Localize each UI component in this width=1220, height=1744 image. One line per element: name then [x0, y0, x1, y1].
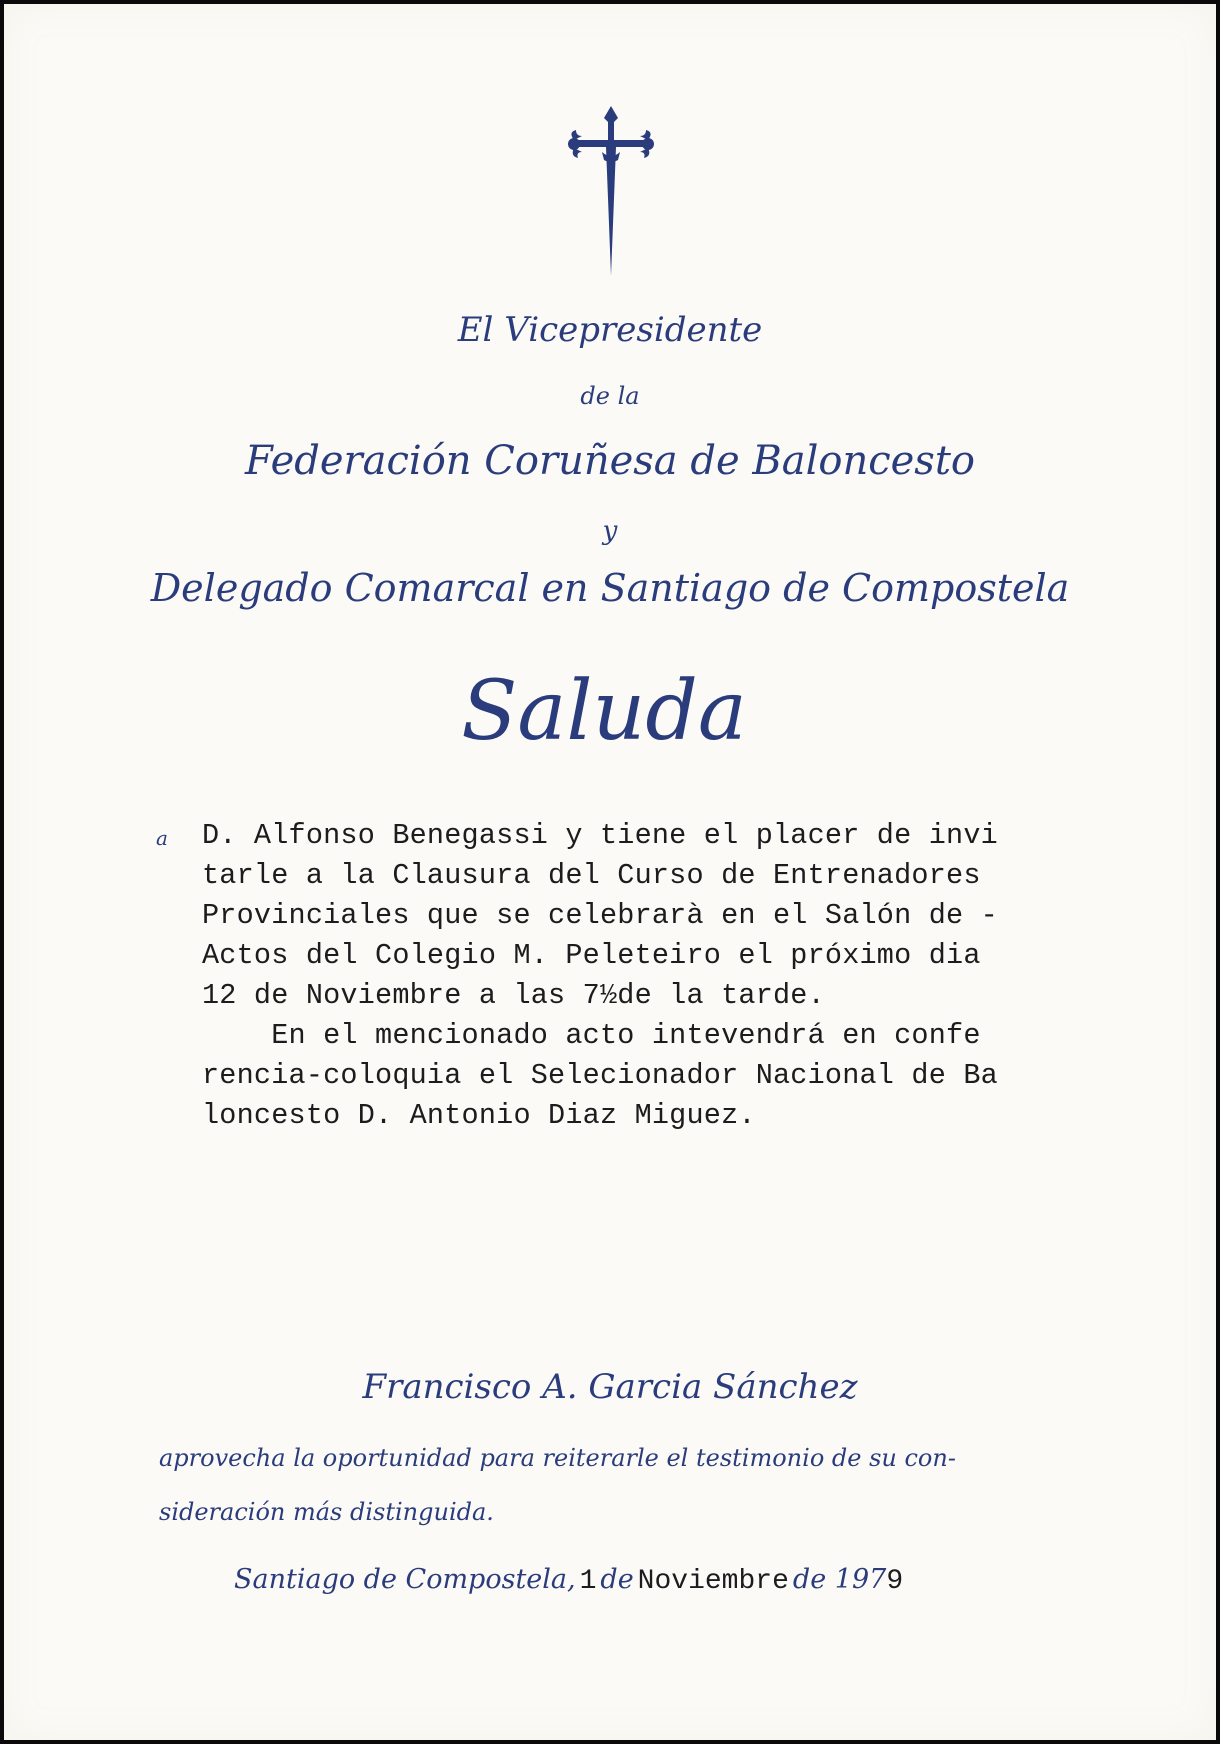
- addressee-prefix: a: [156, 826, 168, 850]
- body-line-3: Provinciales que se celebrarà en el Salón de -: [202, 899, 998, 932]
- header-line-delegado: Delegado Comarcal en Santiago de Compostela: [150, 566, 1070, 610]
- header-line-federacion: Federación Coruñesa de Baloncesto: [245, 438, 975, 484]
- body-line-6: En el mencionado acto intevendrá en confe: [202, 1019, 981, 1052]
- body-line-7: rencia-coloquia el Selecionador Nacional de Ba: [202, 1059, 998, 1092]
- dateline-de-1: de: [600, 1564, 634, 1595]
- dateline-day: 1: [579, 1566, 597, 1597]
- body-line-8: loncesto D. Antonio Diaz Miguez.: [202, 1099, 756, 1132]
- dateline-de-2: de: [792, 1564, 827, 1595]
- dateline-place: Santiago de Compostela,: [234, 1564, 576, 1595]
- dateline-year-printed: 197: [834, 1564, 887, 1595]
- dateline-year-typed: 9: [886, 1566, 904, 1597]
- body-line-1: D. Alfonso Benegassi y tiene el placer de invi: [202, 819, 998, 852]
- greeting-saluda: Saluda: [461, 664, 747, 759]
- cross-of-saint-james-icon: [566, 104, 656, 279]
- header-line-de-la: de la: [580, 382, 640, 410]
- header-line-y: y: [602, 516, 618, 546]
- dateline: [234, 1564, 903, 1597]
- body-line-4: Actos del Colegio M. Peleteiro el próximo dia: [202, 939, 981, 972]
- invitation-card: [4, 4, 1216, 1740]
- header-line-vicepresidente: El Vicepresidente: [457, 310, 763, 350]
- closing-line-2: sideración más distinguida.: [159, 1498, 494, 1526]
- body-line-2: tarle a la Clausura del Curso de Entrenadores: [202, 859, 981, 892]
- dateline-month: Noviembre: [637, 1566, 789, 1597]
- body-line-5: 12 de Noviembre a las 7½de la tarde.: [202, 979, 825, 1012]
- closing-line-1: aprovecha la oportunidad para reiterarle el testimonio de su con-: [159, 1444, 956, 1472]
- signatory-name: Francisco A. Garcia Sánchez: [362, 1367, 858, 1407]
